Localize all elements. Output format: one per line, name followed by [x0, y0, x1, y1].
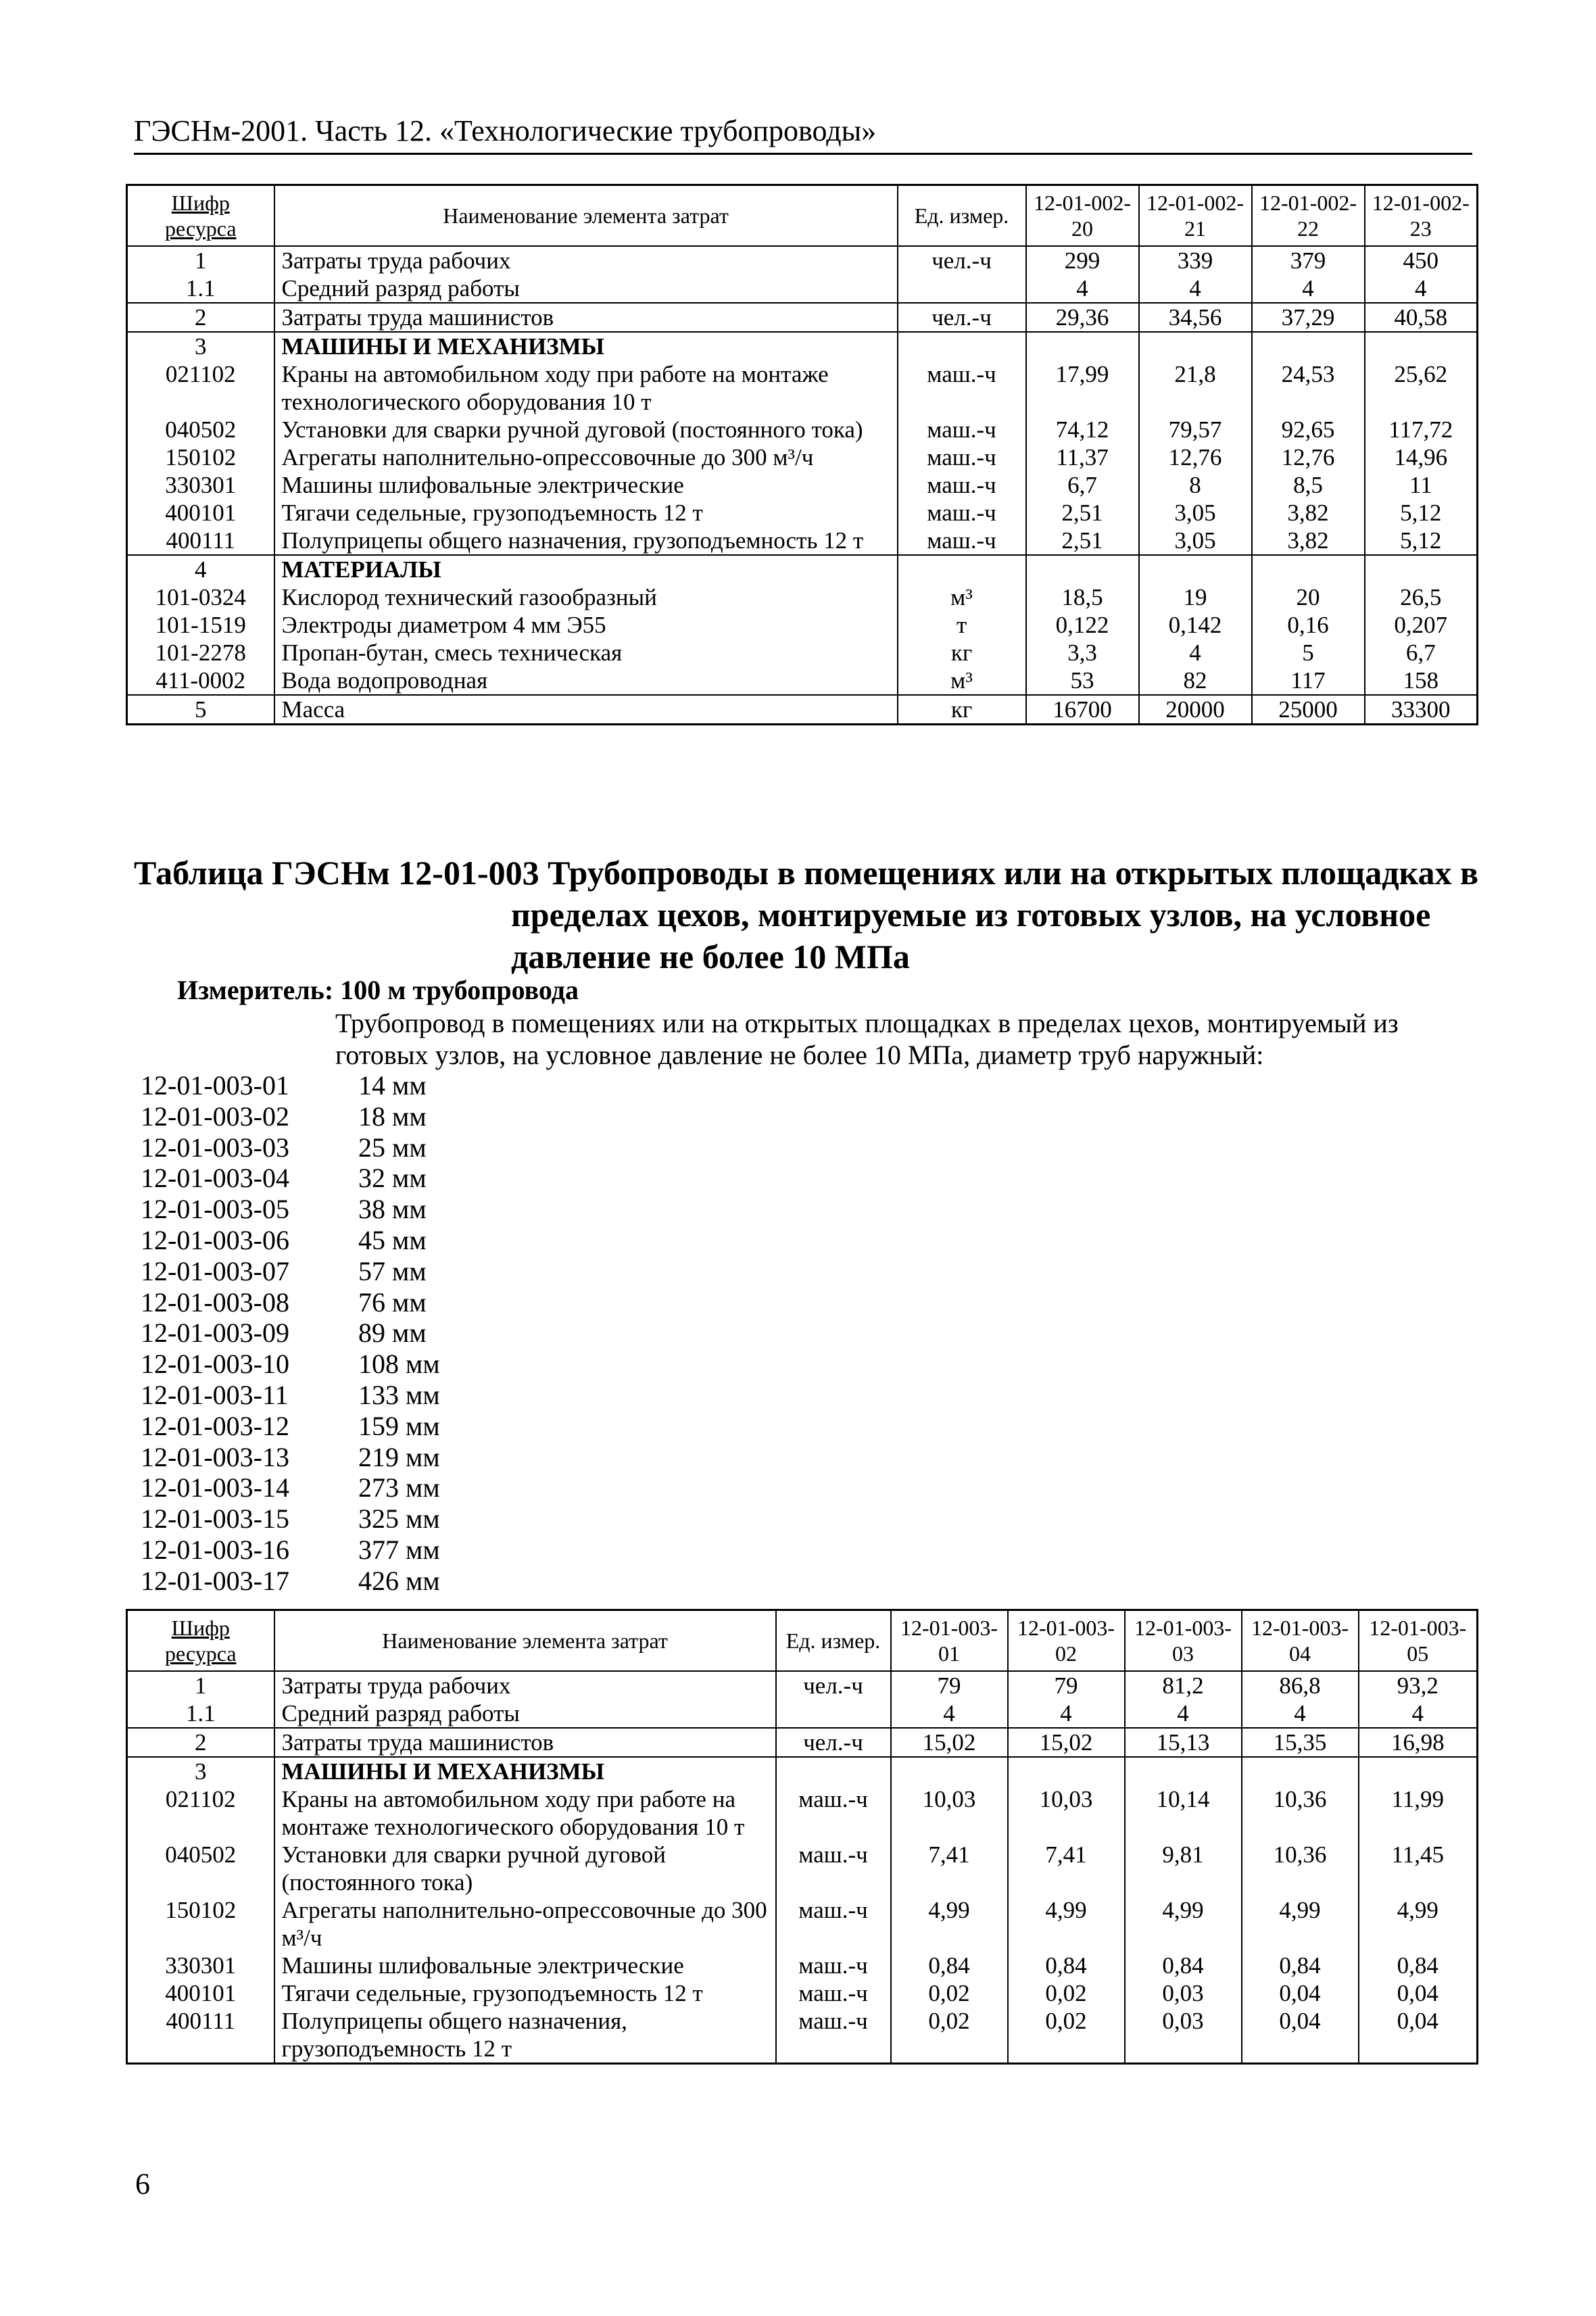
- cell-unit: маш.-ч: [776, 2007, 891, 2064]
- code-list: [141, 1070, 440, 1597]
- cell-value: 6,7: [1365, 639, 1478, 667]
- cell-name: Агрегаты наполнительно-опрессовочные до 300 м³/ч: [274, 1896, 776, 1952]
- cell-value: 3,82: [1252, 499, 1365, 527]
- section-title: Таблица ГЭСНм 12-01-003 Трубопроводы в помещениях или на открытых площадках в пределах цехов, монтируемые из готовых узлов, на условное давление не более 10 МПа: [134, 854, 1479, 975]
- item-size: 159 мм: [358, 1410, 440, 1441]
- cell-value: 19: [1139, 583, 1252, 611]
- cell-name: Полуприцепы общего назначения, грузоподъемность 12 т: [274, 2007, 776, 2064]
- cell-name: Затраты труда машинистов: [274, 1728, 776, 1757]
- cell-value: 8,5: [1252, 471, 1365, 499]
- item-code: 12-01-003-08: [141, 1286, 289, 1318]
- list-item: [141, 1225, 440, 1256]
- item-size: 426 мм: [358, 1565, 440, 1596]
- cell-value: 16700: [1026, 695, 1139, 725]
- cell-value: 11,99: [1359, 1785, 1478, 1841]
- cell-code: 2: [127, 303, 274, 332]
- cell-code: 150102: [127, 443, 274, 471]
- cell-value: 10,03: [1008, 1785, 1125, 1841]
- list-item: [141, 1535, 440, 1566]
- cell-value: 79,57: [1139, 416, 1252, 443]
- header-col: 12-01-003-03: [1125, 1610, 1242, 1672]
- cell-value: [1026, 555, 1139, 583]
- list-item: [141, 1287, 440, 1318]
- item-code: 12-01-003-02: [141, 1101, 289, 1132]
- cell-code: 1: [127, 246, 274, 274]
- cell-value: 10,03: [891, 1785, 1008, 1841]
- cell-value: 15,35: [1242, 1728, 1359, 1757]
- item-size: 133 мм: [358, 1379, 440, 1410]
- cell-unit: маш.-ч: [776, 1952, 891, 1979]
- cell-value: 8: [1139, 471, 1252, 499]
- running-header: ГЭСНм-2001. Часть 12. «Технологические трубопроводы»: [134, 111, 1472, 155]
- table-row: [127, 1952, 1478, 1979]
- list-item: [141, 1442, 440, 1473]
- cell-unit: маш.-ч: [898, 443, 1026, 471]
- item-size: 18 мм: [358, 1101, 427, 1132]
- cell-name: Кислород технический газообразный: [274, 583, 898, 611]
- cell-value: 0,207: [1365, 611, 1478, 639]
- cell-value: 0,02: [891, 2007, 1008, 2064]
- cell-value: 0,16: [1252, 611, 1365, 639]
- cell-value: 15,02: [1008, 1728, 1125, 1757]
- cell-value: 2,51: [1026, 527, 1139, 555]
- cell-unit: м³: [898, 667, 1026, 695]
- header-col: 12-01-002-23: [1365, 185, 1478, 247]
- cell-value: 25000: [1252, 695, 1365, 725]
- cell-value: 0,03: [1125, 1979, 1242, 2007]
- cell-unit: чел.-ч: [776, 1671, 891, 1699]
- cell-value: 9,81: [1125, 1841, 1242, 1896]
- header-col: 12-01-003-04: [1242, 1610, 1359, 1672]
- table-row: [127, 667, 1478, 695]
- cell-unit: м³: [898, 583, 1026, 611]
- cell-unit: маш.-ч: [776, 1896, 891, 1952]
- table-row: [127, 695, 1478, 725]
- cell-value: 4,99: [891, 1896, 1008, 1952]
- cell-value: 4,99: [1242, 1896, 1359, 1952]
- item-size: 325 мм: [358, 1503, 440, 1535]
- cell-value: 117,72: [1365, 416, 1478, 443]
- cell-name: Установки для сварки ручной дуговой (постоянного тока): [274, 416, 898, 443]
- cell-code: 101-0324: [127, 583, 274, 611]
- table-row: [127, 1785, 1478, 1841]
- list-item: [141, 1380, 440, 1411]
- cell-value: 93,2: [1359, 1671, 1478, 1699]
- cell-value: 339: [1139, 246, 1252, 274]
- cell-value: 0,122: [1026, 611, 1139, 639]
- list-item: [141, 1132, 440, 1163]
- cell-value: 3,05: [1139, 499, 1252, 527]
- list-item: [141, 1411, 440, 1442]
- cell-value: 3,82: [1252, 527, 1365, 555]
- cell-value: 4,99: [1359, 1896, 1478, 1952]
- header-unit: Ед. измер.: [898, 185, 1026, 247]
- item-code: 12-01-003-01: [141, 1070, 289, 1101]
- cell-value: 4: [1242, 1699, 1359, 1728]
- item-size: 76 мм: [358, 1286, 427, 1318]
- cell-value: 18,5: [1026, 583, 1139, 611]
- cell-value: 0,02: [1008, 1979, 1125, 2007]
- cell-value: 40,58: [1365, 303, 1478, 332]
- header-unit: Ед. измер.: [776, 1610, 891, 1672]
- table-row: [127, 1841, 1478, 1896]
- cell-value: 0,84: [891, 1952, 1008, 1979]
- cell-code: 2: [127, 1728, 274, 1757]
- cell-name: Полуприцепы общего назначения, грузоподъемность 12 т: [274, 527, 898, 555]
- cell-value: [1139, 555, 1252, 583]
- table-header-row: [127, 1610, 1478, 1672]
- cell-value: 3,3: [1026, 639, 1139, 667]
- item-code: 12-01-003-11: [141, 1379, 289, 1410]
- cell-value: 92,65: [1252, 416, 1365, 443]
- cell-value: [1026, 332, 1139, 360]
- cell-value: 29,36: [1026, 303, 1139, 332]
- table-row: [127, 1728, 1478, 1757]
- table-row: [127, 332, 1478, 360]
- cell-value: 117: [1252, 667, 1365, 695]
- header-col: 12-01-003-02: [1008, 1610, 1125, 1672]
- cell-code: 021102: [127, 360, 274, 416]
- item-size: 219 мм: [358, 1441, 440, 1472]
- cell-unit: чел.-ч: [776, 1728, 891, 1757]
- cell-value: 33300: [1365, 695, 1478, 725]
- resource-table-003: [126, 1609, 1478, 2065]
- cell-unit: чел.-ч: [898, 246, 1026, 274]
- cell-name: Затраты труда машинистов: [274, 303, 898, 332]
- cell-code: 150102: [127, 1896, 274, 1952]
- cell-value: 0,04: [1242, 2007, 1359, 2064]
- cell-value: 4: [1365, 274, 1478, 303]
- cell-value: 0,04: [1242, 1979, 1359, 2007]
- cell-value: 74,12: [1026, 416, 1139, 443]
- item-size: 38 мм: [358, 1194, 427, 1225]
- cell-code: 040502: [127, 1841, 274, 1896]
- cell-code: 330301: [127, 471, 274, 499]
- cell-unit: чел.-ч: [898, 303, 1026, 332]
- cell-value: 25,62: [1365, 360, 1478, 416]
- item-code: 12-01-003-07: [141, 1255, 289, 1286]
- cell-name: Агрегаты наполнительно-опрессовочные до 300 м³/ч: [274, 443, 898, 471]
- cell-name: Машины шлифовальные электрические: [274, 1952, 776, 1979]
- cell-value: 34,56: [1139, 303, 1252, 332]
- cell-value: 0,02: [1008, 2007, 1125, 2064]
- list-item: [141, 1163, 440, 1194]
- cell-code: 101-1519: [127, 611, 274, 639]
- cell-code: 330301: [127, 1952, 274, 1979]
- cell-unit: маш.-ч: [898, 499, 1026, 527]
- cell-value: 10,14: [1125, 1785, 1242, 1841]
- table-row: [127, 360, 1478, 416]
- cell-name: Средний разряд работы: [274, 274, 898, 303]
- cell-value: 10,36: [1242, 1785, 1359, 1841]
- cell-name: Затраты труда рабочих: [274, 1671, 776, 1699]
- cell-unit: [898, 274, 1026, 303]
- item-code: 12-01-003-17: [141, 1565, 289, 1596]
- cell-value: 4: [1139, 274, 1252, 303]
- item-size: 377 мм: [358, 1534, 440, 1565]
- cell-value: 2,51: [1026, 499, 1139, 527]
- cell-name: Тягачи седельные, грузоподъемность 12 т: [274, 1979, 776, 2007]
- cell-code: 1.1: [127, 274, 274, 303]
- cell-unit: [898, 555, 1026, 583]
- table-row: [127, 1896, 1478, 1952]
- cell-value: [1139, 332, 1252, 360]
- cell-value: 17,99: [1026, 360, 1139, 416]
- cell-unit: маш.-ч: [898, 471, 1026, 499]
- cell-value: 15,13: [1125, 1728, 1242, 1757]
- cell-code: 3: [127, 1757, 274, 1785]
- cell-name: Пропан-бутан, смесь техническая: [274, 639, 898, 667]
- header-code: Шифр ресурса: [127, 185, 274, 247]
- cell-code: 1.1: [127, 1699, 274, 1728]
- list-item: [141, 1070, 440, 1101]
- cell-code: 021102: [127, 1785, 274, 1841]
- list-item: [141, 1472, 440, 1503]
- item-code: 12-01-003-04: [141, 1163, 289, 1194]
- header-name: Наименование элемента затрат: [274, 1610, 776, 1672]
- cell-code: 5: [127, 695, 274, 725]
- cell-unit: кг: [898, 639, 1026, 667]
- cell-value: 24,53: [1252, 360, 1365, 416]
- item-code: 12-01-003-10: [141, 1349, 289, 1380]
- table-row: [127, 1699, 1478, 1728]
- cell-name: Тягачи седельные, грузоподъемность 12 т: [274, 499, 898, 527]
- table-row: [127, 499, 1478, 527]
- table-row: [127, 443, 1478, 471]
- table-row: [127, 303, 1478, 332]
- table-row: [127, 416, 1478, 443]
- cell-value: [1242, 1757, 1359, 1785]
- cell-value: 53: [1026, 667, 1139, 695]
- cell-value: 0,84: [1008, 1952, 1125, 1979]
- item-size: 14 мм: [358, 1070, 427, 1101]
- cell-value: 0,04: [1359, 1979, 1478, 2007]
- table-row: [127, 639, 1478, 667]
- cell-name: МАТЕРИАЛЫ: [274, 555, 898, 583]
- cell-unit: т: [898, 611, 1026, 639]
- cell-value: [1359, 1757, 1478, 1785]
- cell-unit: [776, 1757, 891, 1785]
- item-size: 108 мм: [358, 1349, 440, 1380]
- cell-code: 411-0002: [127, 667, 274, 695]
- cell-unit: маш.-ч: [898, 360, 1026, 416]
- cell-value: 11,37: [1026, 443, 1139, 471]
- cell-value: 10,36: [1242, 1841, 1359, 1896]
- item-size: 57 мм: [358, 1255, 427, 1286]
- table-header-row: [127, 185, 1478, 247]
- table-row: [127, 2007, 1478, 2064]
- cell-value: 4: [1359, 1699, 1478, 1728]
- cell-value: 12,76: [1252, 443, 1365, 471]
- item-size: 273 мм: [358, 1472, 440, 1503]
- cell-value: 0,84: [1125, 1952, 1242, 1979]
- table-row: [127, 611, 1478, 639]
- cell-value: 450: [1365, 246, 1478, 274]
- cell-code: 4: [127, 555, 274, 583]
- header-col: 12-01-003-05: [1359, 1610, 1478, 1672]
- list-item: [141, 1318, 440, 1349]
- cell-value: 4: [1026, 274, 1139, 303]
- list-item: [141, 1503, 440, 1535]
- table-row: [127, 583, 1478, 611]
- cell-code: 400101: [127, 1979, 274, 2007]
- cell-value: 4: [1125, 1699, 1242, 1728]
- cell-value: [1008, 1757, 1125, 1785]
- cell-name: МАШИНЫ И МЕХАНИЗМЫ: [274, 332, 898, 360]
- item-code: 12-01-003-12: [141, 1410, 289, 1441]
- cell-value: 4,99: [1125, 1896, 1242, 1952]
- cell-value: 0,142: [1139, 611, 1252, 639]
- cell-value: 158: [1365, 667, 1478, 695]
- item-size: 89 мм: [358, 1318, 427, 1349]
- cell-value: 0,84: [1359, 1952, 1478, 1979]
- cell-value: 14,96: [1365, 443, 1478, 471]
- cell-code: 3: [127, 332, 274, 360]
- cell-name: Вода водопроводная: [274, 667, 898, 695]
- header-code: Шифр ресурса: [127, 1610, 274, 1672]
- cell-value: 79: [1008, 1671, 1125, 1699]
- table-row: [127, 1757, 1478, 1785]
- cell-unit: маш.-ч: [776, 1841, 891, 1896]
- header-col: 12-01-002-22: [1252, 185, 1365, 247]
- cell-value: 4: [1252, 274, 1365, 303]
- cell-name: Электроды диаметром 4 мм Э55: [274, 611, 898, 639]
- cell-code: 101-2278: [127, 639, 274, 667]
- cell-value: 20000: [1139, 695, 1252, 725]
- item-size: 25 мм: [358, 1132, 427, 1163]
- cell-value: 4: [1139, 639, 1252, 667]
- list-item: [141, 1194, 440, 1225]
- table-row: [127, 1671, 1478, 1699]
- cell-name: Машины шлифовальные электрические: [274, 471, 898, 499]
- cell-value: 7,41: [891, 1841, 1008, 1896]
- measure-unit: Измеритель: 100 м трубопровода: [177, 975, 579, 1005]
- cell-name: Затраты труда рабочих: [274, 246, 898, 274]
- table-row: [127, 527, 1478, 555]
- cell-value: 12,76: [1139, 443, 1252, 471]
- cell-value: [891, 1757, 1008, 1785]
- item-code: 12-01-003-06: [141, 1224, 289, 1255]
- table-row: [127, 1979, 1478, 2007]
- cell-value: [1252, 555, 1365, 583]
- cell-value: 5,12: [1365, 499, 1478, 527]
- item-code: 12-01-003-14: [141, 1472, 289, 1503]
- cell-value: 82: [1139, 667, 1252, 695]
- section-description: Трубопровод в помещениях или на открытых площадках в пределах цехов, монтируемый из готовых узлов, на условное давление не более 10 МПа, диаметр труб наружный:: [335, 1008, 1399, 1070]
- list-item: [141, 1349, 440, 1380]
- cell-name: Краны на автомобильном ходу при работе на монтаже технологического оборудования 10 т: [274, 360, 898, 416]
- item-code: 12-01-003-13: [141, 1441, 289, 1472]
- cell-unit: маш.-ч: [776, 1785, 891, 1841]
- cell-value: 4: [891, 1699, 1008, 1728]
- cell-value: 4: [1008, 1699, 1125, 1728]
- cell-unit: [898, 332, 1026, 360]
- header-col: 12-01-003-01: [891, 1610, 1008, 1672]
- cell-value: 37,29: [1252, 303, 1365, 332]
- cell-value: 81,2: [1125, 1671, 1242, 1699]
- cell-code: 1: [127, 1671, 274, 1699]
- cell-code: 400111: [127, 527, 274, 555]
- cell-value: 0,84: [1242, 1952, 1359, 1979]
- cell-value: 4,99: [1008, 1896, 1125, 1952]
- cell-value: 0,04: [1359, 2007, 1478, 2064]
- cell-value: 11: [1365, 471, 1478, 499]
- table-row: [127, 246, 1478, 274]
- cell-value: 7,41: [1008, 1841, 1125, 1896]
- cell-value: 26,5: [1365, 583, 1478, 611]
- table-body: [127, 246, 1478, 725]
- cell-name: Краны на автомобильном ходу при работе на монтаже технологического оборудования 10 т: [274, 1785, 776, 1841]
- cell-name: МАШИНЫ И МЕХАНИЗМЫ: [274, 1757, 776, 1785]
- cell-unit: маш.-ч: [898, 527, 1026, 555]
- cell-value: [1365, 555, 1478, 583]
- cell-value: 16,98: [1359, 1728, 1478, 1757]
- cell-value: 79: [891, 1671, 1008, 1699]
- item-code: 12-01-003-05: [141, 1194, 289, 1225]
- item-size: 45 мм: [358, 1224, 427, 1255]
- cell-value: 299: [1026, 246, 1139, 274]
- cell-value: [1125, 1757, 1242, 1785]
- list-item: [141, 1566, 440, 1597]
- cell-value: 6,7: [1026, 471, 1139, 499]
- cell-value: 15,02: [891, 1728, 1008, 1757]
- cell-value: [1365, 332, 1478, 360]
- list-item: [141, 1256, 440, 1287]
- cell-value: 21,8: [1139, 360, 1252, 416]
- header-col: 12-01-002-21: [1139, 185, 1252, 247]
- item-code: 12-01-003-09: [141, 1318, 289, 1349]
- item-code: 12-01-003-03: [141, 1132, 289, 1163]
- header-name: Наименование элемента затрат: [274, 185, 898, 247]
- cell-code: 400111: [127, 2007, 274, 2064]
- cell-value: 86,8: [1242, 1671, 1359, 1699]
- cell-code: 400101: [127, 499, 274, 527]
- cell-value: 5: [1252, 639, 1365, 667]
- cell-unit: маш.-ч: [898, 416, 1026, 443]
- item-code: 12-01-003-16: [141, 1534, 289, 1565]
- table-body: [127, 1671, 1478, 2064]
- cell-value: 379: [1252, 246, 1365, 274]
- cell-name: Масса: [274, 695, 898, 725]
- cell-name: Средний разряд работы: [274, 1699, 776, 1728]
- cell-code: 040502: [127, 416, 274, 443]
- cell-value: 11,45: [1359, 1841, 1478, 1896]
- cell-unit: кг: [898, 695, 1026, 725]
- cell-value: [1252, 332, 1365, 360]
- cell-value: 3,05: [1139, 527, 1252, 555]
- table-row: [127, 274, 1478, 303]
- cell-value: 0,03: [1125, 2007, 1242, 2064]
- cell-name: Установки для сварки ручной дуговой (постоянного тока): [274, 1841, 776, 1896]
- item-size: 32 мм: [358, 1163, 427, 1194]
- item-code: 12-01-003-15: [141, 1503, 289, 1535]
- cell-unit: [776, 1699, 891, 1728]
- table-row: [127, 471, 1478, 499]
- cell-value: 0,02: [891, 1979, 1008, 2007]
- table-row: [127, 555, 1478, 583]
- list-item: [141, 1101, 440, 1132]
- cell-value: 5,12: [1365, 527, 1478, 555]
- resource-table-002: [126, 184, 1478, 725]
- header-col: 12-01-002-20: [1026, 185, 1139, 247]
- cell-unit: маш.-ч: [776, 1979, 891, 2007]
- cell-value: 20: [1252, 583, 1365, 611]
- page-number: 6: [135, 2167, 150, 2200]
